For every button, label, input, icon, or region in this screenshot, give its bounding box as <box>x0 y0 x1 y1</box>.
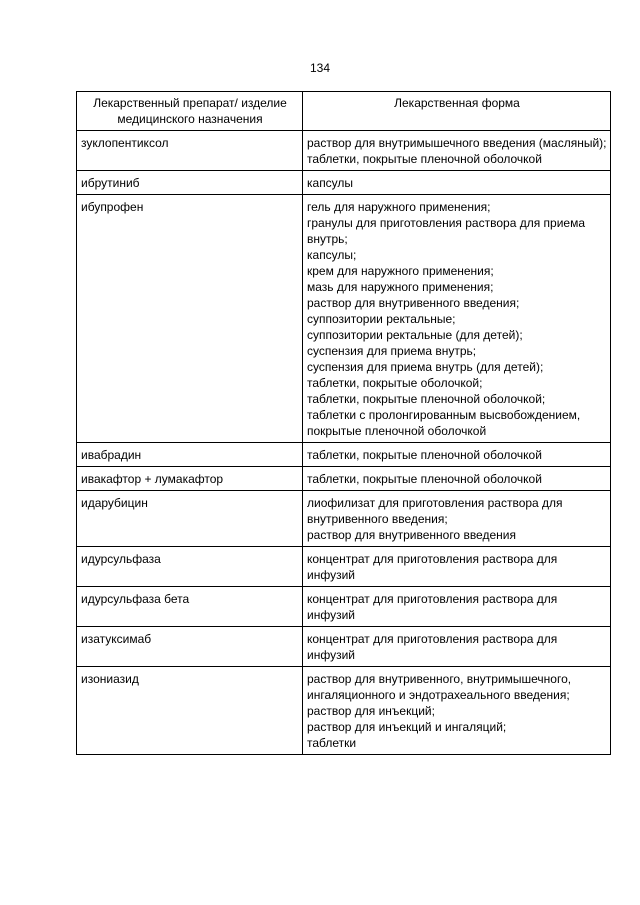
table-row <box>77 627 611 667</box>
drug-name-cell: ибупрофен <box>77 195 303 443</box>
table-row <box>77 667 611 755</box>
page-number: 134 <box>309 61 331 75</box>
dosage-form-item: суспензия для приема внутрь (для детей); <box>307 360 544 374</box>
dosage-form-item: суппозитории ректальные (для детей); <box>307 328 523 342</box>
dosage-form-item: концентрат для приготовления раствора для инфузий <box>307 552 558 582</box>
dosage-form-item: таблетки, покрытые пленочной оболочкой; <box>307 392 546 406</box>
dosage-form-item: таблетки, покрытые оболочкой; <box>307 376 483 390</box>
drug-name-cell: ивабрадин <box>77 443 303 467</box>
table-body <box>77 131 611 755</box>
dosage-form-cell <box>303 195 611 443</box>
dosage-form-item: концентрат для приготовления раствора для инфузий <box>307 632 558 662</box>
drug-name-cell: идурсульфаза <box>77 547 303 587</box>
drug-name-cell: зуклопентиксол <box>77 131 303 171</box>
dosage-form-item: раствор для инъекций; <box>307 704 435 718</box>
dosage-form-item: таблетки <box>307 736 357 750</box>
dosage-form-item: капсулы <box>307 176 354 190</box>
drug-name-cell: идарубицин <box>77 491 303 547</box>
dosage-form-item: гранулы для приготовления раствора для приема внутрь; <box>307 216 586 246</box>
drug-name-cell: идурсульфаза бета <box>77 587 303 627</box>
drug-name-cell: ибрутиниб <box>77 171 303 195</box>
dosage-form-item: раствор для внутривенного введения <box>307 528 516 542</box>
dosage-form-cell <box>303 171 611 195</box>
dosage-form-cell <box>303 627 611 667</box>
table-row <box>77 467 611 491</box>
drug-name-cell: изатуксимаб <box>77 627 303 667</box>
drug-name-cell: ивакафтор + лумакафтор <box>77 467 303 491</box>
dosage-form-cell <box>303 443 611 467</box>
table-row <box>77 547 611 587</box>
dosage-form-item: таблетки, покрытые пленочной оболочкой <box>307 448 542 462</box>
dosage-form-item: концентрат для приготовления раствора для инфузий <box>307 592 558 622</box>
table-row <box>77 131 611 171</box>
dosage-form-item: раствор для внутривенного введения; <box>307 296 520 310</box>
dosage-form-item: таблетки с пролонгированным высвобождением, покрытые пленочной оболочкой <box>307 408 581 438</box>
dosage-form-cell <box>303 587 611 627</box>
table-row <box>77 491 611 547</box>
dosage-form-item: крем для наружного применения; <box>307 264 494 278</box>
table-header-row <box>77 92 611 131</box>
drug-table <box>76 91 611 755</box>
table-row <box>77 195 611 443</box>
header-dosage-form: Лекарственная форма <box>303 92 611 131</box>
dosage-form-item: капсулы; <box>307 248 357 262</box>
dosage-form-cell <box>303 467 611 491</box>
dosage-form-item: таблетки, покрытые пленочной оболочкой <box>307 472 542 486</box>
dosage-form-cell <box>303 547 611 587</box>
drug-name-cell: изониазид <box>77 667 303 755</box>
dosage-form-item: лиофилизат для приготовления раствора для внутривенного введения; <box>307 496 563 526</box>
table-row <box>77 587 611 627</box>
table-row <box>77 171 611 195</box>
table-row <box>77 443 611 467</box>
dosage-form-cell <box>303 131 611 171</box>
dosage-form-cell <box>303 667 611 755</box>
dosage-form-item: гель для наружного применения; <box>307 200 491 214</box>
dosage-form-item: суспензия для приема внутрь; <box>307 344 477 358</box>
dosage-form-cell <box>303 491 611 547</box>
header-drug-name: Лекарственный препарат/ изделие медицинского назначения <box>77 92 303 131</box>
dosage-form-item: мазь для наружного применения; <box>307 280 494 294</box>
dosage-form-item: раствор для внутривенного, внутримышечного, ингаляционного и эндотрахеального введения; <box>307 672 572 702</box>
dosage-form-item: суппозитории ректальные; <box>307 312 456 326</box>
dosage-form-item: раствор для внутримышечного введения (масляный); <box>307 136 607 150</box>
dosage-form-item: раствор для инъекций и ингаляций; <box>307 720 507 734</box>
dosage-form-item: таблетки, покрытые пленочной оболочкой <box>307 152 542 166</box>
